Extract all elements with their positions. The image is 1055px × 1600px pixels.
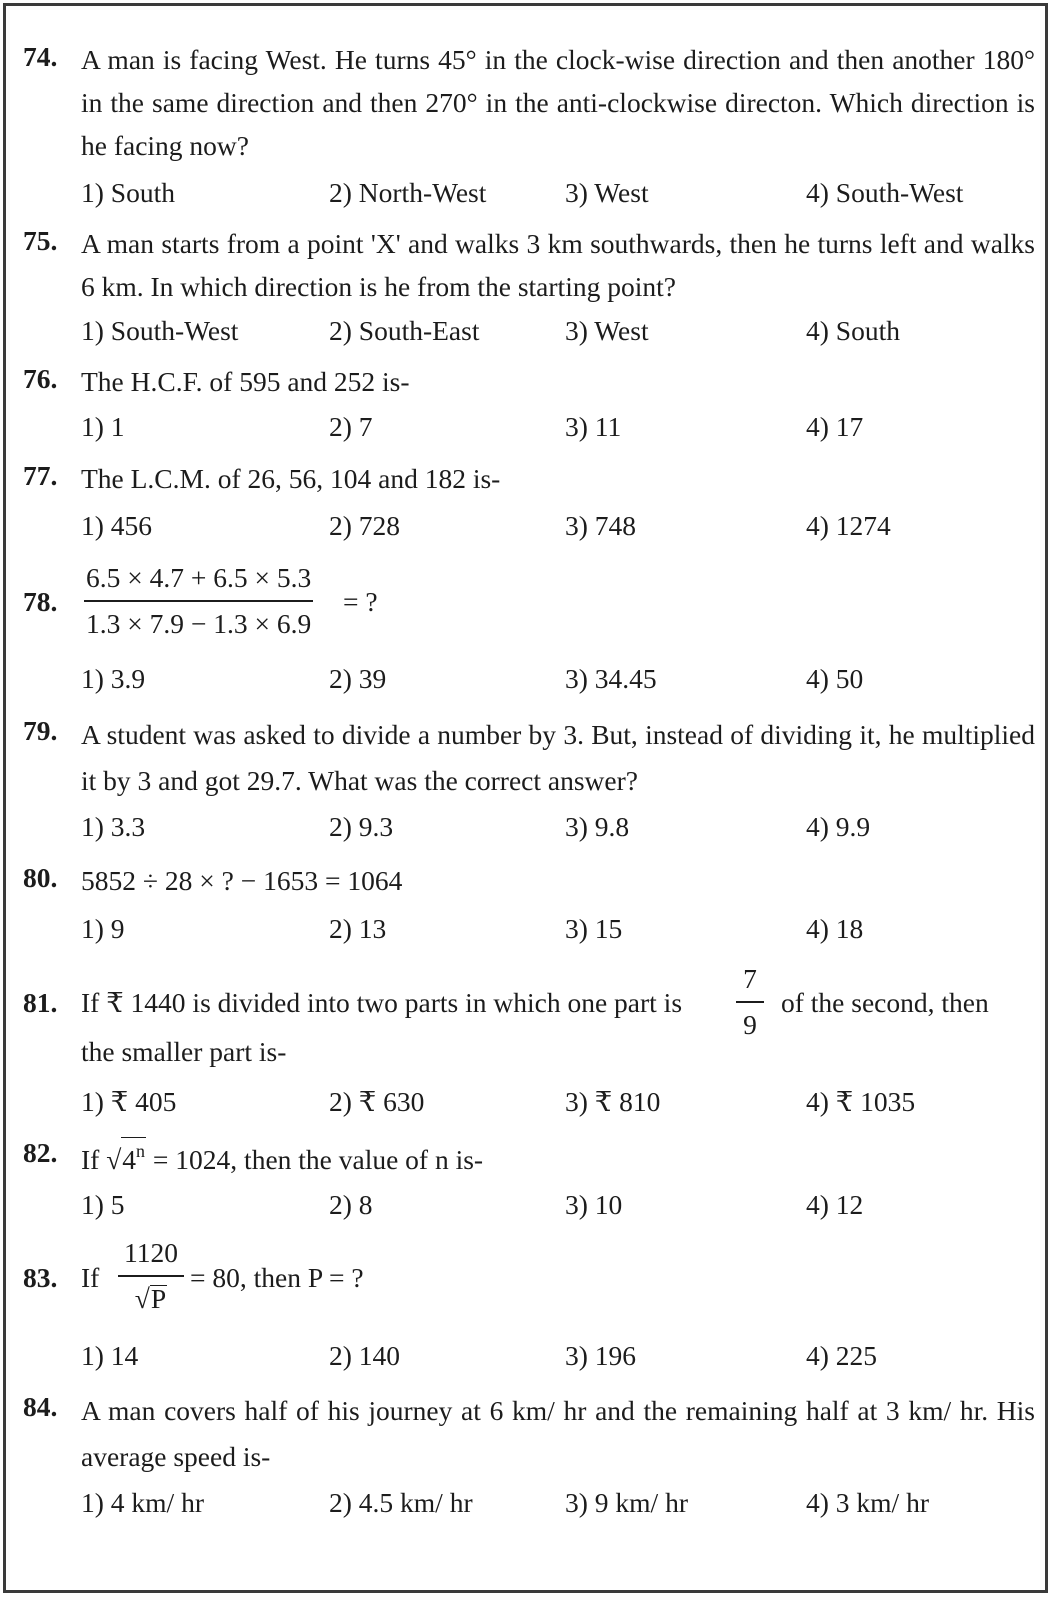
fraction-1120-over-root-p	[118, 1237, 184, 1315]
option-3: 3) 9.8	[565, 811, 630, 842]
question-text: The H.C.F. of 595 and 252 is-	[81, 366, 410, 397]
option-3: 3) 196	[565, 1340, 637, 1371]
question-text-line2: the smaller part is-	[81, 1036, 287, 1067]
fraction-expression	[84, 562, 313, 640]
option-2: 2) 7	[329, 411, 373, 442]
question-number: 82.	[23, 1137, 58, 1168]
option-3: 3) West	[565, 177, 649, 208]
option-3: 3) West	[565, 315, 649, 346]
option-1: 1) South	[81, 177, 175, 208]
option-4: 4) 9.9	[806, 811, 871, 842]
question-number: 77.	[23, 460, 58, 491]
equals-question: = ?	[343, 586, 378, 617]
question-number: 79.	[23, 715, 58, 746]
option-4: 4) 3 km/ hr	[806, 1487, 929, 1518]
option-3: 3) 10	[565, 1189, 623, 1220]
fraction-numerator: 1120	[118, 1237, 184, 1277]
option-4: 4) 12	[806, 1189, 864, 1220]
question-number: 80.	[23, 862, 58, 893]
question-number: 83.	[23, 1262, 58, 1293]
question-text: A student was asked to divide a number by 3. But, instead of dividing it, he multiplied it by 3 and got 29.7. What was the correct answer?	[81, 719, 1035, 796]
fraction-denominator	[118, 1277, 184, 1315]
option-2: 2) 8	[329, 1189, 373, 1220]
question-text-before: If ₹ 1440 is divided into two parts in which one part is	[81, 987, 683, 1018]
suffix-text: = 80, then P = ?	[190, 1262, 364, 1293]
option-1: 1) 4 km/ hr	[81, 1487, 204, 1518]
question-number: 81.	[23, 987, 58, 1018]
fraction-numerator: 7	[736, 963, 764, 1003]
radicand-base: 4	[122, 1144, 137, 1175]
question-text: A man covers half of his journey at 6 km/ hr and the remaining half at 3 km/ hr. His average speed is-	[81, 1395, 1035, 1472]
option-4: 4) 225	[806, 1340, 878, 1371]
fraction-denominator: 1.3 × 7.9 − 1.3 × 6.9	[86, 608, 312, 639]
fraction-denominator: 9	[743, 1009, 757, 1040]
fraction-seven-ninths	[736, 963, 764, 1041]
question-number: 84.	[23, 1391, 58, 1422]
option-2: 2) ₹ 630	[329, 1086, 425, 1117]
option-2: 2) 4.5 km/ hr	[329, 1487, 473, 1518]
option-2: 2) 39	[329, 663, 387, 694]
option-1: 1) 5	[81, 1189, 125, 1220]
option-2: 2) 9.3	[329, 811, 394, 842]
option-4: 4) ₹ 1035	[806, 1086, 916, 1117]
question-text: A man starts from a point 'X' and walks 3 km southwards, then he turns left and walks 6 km. In which direction is he from the starting point?	[81, 228, 1035, 302]
option-4: 4) 18	[806, 913, 864, 944]
option-1: 1) 1	[81, 411, 125, 442]
question-text: A man is facing West. He turns 45° in the clock-wise direction and then another 180° in the same direction and then 270° in the anti-clockwise directon. Which direction is he facing now?	[81, 44, 1035, 161]
option-1: 1) 9	[81, 913, 125, 944]
suffix-text: = 1024, then the value of n is-	[152, 1144, 484, 1175]
question-text: 5852 ÷ 28 × ? − 1653 = 1064	[81, 865, 403, 896]
option-3: 3) 11	[565, 411, 622, 442]
question-text: The L.C.M. of 26, 56, 104 and 182 is-	[81, 463, 501, 494]
option-3: 3) 15	[565, 913, 623, 944]
option-3: 3) 748	[565, 510, 637, 541]
radical-sign: √	[106, 1144, 122, 1175]
prefix-text: If	[81, 1144, 100, 1175]
option-2: 2) South-East	[329, 315, 480, 346]
option-1: 1) ₹ 405	[81, 1086, 177, 1117]
option-4: 4) South	[806, 315, 900, 346]
option-2: 2) North-West	[329, 177, 487, 208]
question-number: 75.	[23, 225, 58, 256]
radicand	[121, 1137, 146, 1173]
question-number: 74.	[23, 41, 58, 72]
option-4: 4) 1274	[806, 510, 891, 541]
option-1: 1) South-West	[81, 315, 239, 346]
option-2: 2) 140	[329, 1340, 401, 1371]
radicand: P	[150, 1283, 167, 1314]
option-4: 4) 17	[806, 411, 864, 442]
fraction-numerator: 6.5 × 4.7 + 6.5 × 5.3	[84, 562, 313, 602]
radical-sign: √	[134, 1283, 150, 1314]
option-4: 4) South-West	[806, 177, 964, 208]
exponent: n	[136, 1141, 146, 1161]
option-3: 3) 9 km/ hr	[565, 1487, 688, 1518]
question-text-after: of the second, then	[781, 987, 989, 1018]
question-number: 76.	[23, 363, 58, 394]
option-1: 1) 456	[81, 510, 153, 541]
option-2: 2) 728	[329, 510, 401, 541]
option-3: 3) ₹ 810	[565, 1086, 661, 1117]
option-2: 2) 13	[329, 913, 387, 944]
option-1: 1) 3.3	[81, 811, 146, 842]
question-number: 78.	[23, 586, 58, 617]
prefix-text: If	[81, 1262, 100, 1293]
option-1: 1) 14	[81, 1340, 139, 1371]
option-3: 3) 34.45	[565, 663, 657, 694]
option-4: 4) 50	[806, 663, 864, 694]
question-expression	[81, 1137, 483, 1176]
option-1: 1) 3.9	[81, 663, 146, 694]
